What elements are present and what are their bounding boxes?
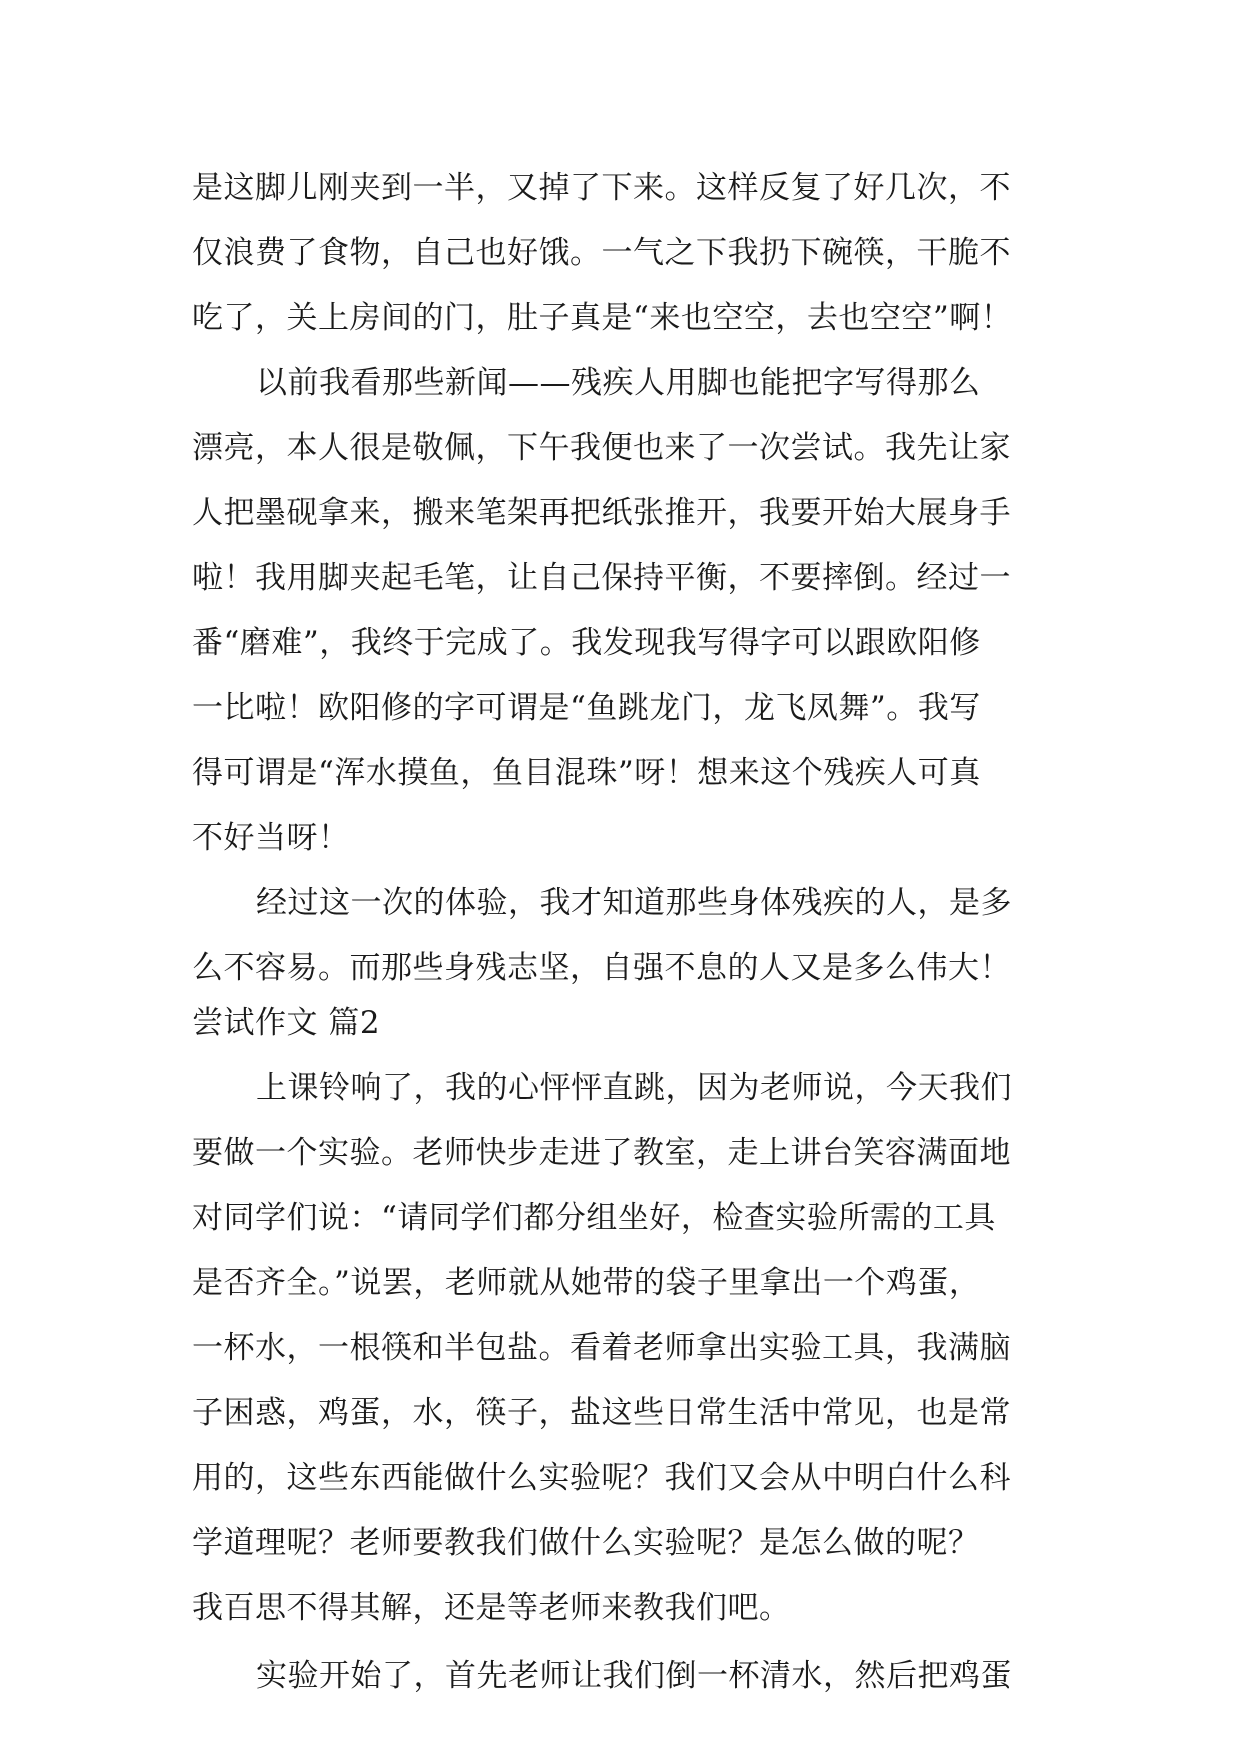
text-line: 吃了，关上房间的门，肚子真是“来也空空，去也空空”啊！: [192, 300, 1013, 336]
paragraph-start-line: 实验开始了，首先老师让我们倒一杯清水，然后把鸡蛋: [256, 1658, 1012, 1694]
text-line: 仅浪费了食物，自己也好饿。一气之下我扔下碗筷，干脆不: [192, 235, 1011, 271]
text-line: 啦！我用脚夹起毛笔，让自己保持平衡，不要摔倒。经过一: [192, 560, 1011, 596]
paragraph-start-line: 经过这一次的体验，我才知道那些身体残疾的人，是多: [256, 885, 1012, 921]
text-line: 一杯水，一根筷和半包盐。看着老师拿出实验工具，我满脑: [192, 1330, 1011, 1366]
paragraph-start-line: 上课铃响了，我的心怦怦直跳，因为老师说，今天我们: [256, 1070, 1012, 1106]
text-line: 是否齐全。”说罢，老师就从她带的袋子里拿出一个鸡蛋，: [192, 1265, 981, 1301]
text-line: 不好当呀！: [192, 820, 350, 856]
text-line: 漂亮，本人很是敬佩，下午我便也来了一次尝试。我先让家: [192, 430, 1011, 466]
text-line: 一比啦！欧阳修的字可谓是“鱼跳龙门，龙飞凤舞”。我写: [192, 690, 981, 726]
paragraph-start-line: 以前我看那些新闻——残疾人用脚也能把字写得那么: [256, 365, 981, 401]
document-body: [192, 156, 1062, 1709]
text-line: 对同学们说：“请同学们都分组坐好，检查实验所需的工具: [192, 1200, 996, 1236]
text-line: 得可谓是“浑水摸鱼，鱼目混珠”呀！想来这个残疾人可真: [192, 755, 981, 791]
text-line: 是这脚儿刚夹到一半，又掉了下来。这样反复了好几次，不: [192, 170, 1011, 206]
text-line: 我百思不得其解，还是等老师来教我们吧。: [192, 1590, 791, 1626]
text-line: 番“磨难”，我终于完成了。我发现我写得字可以跟欧阳修: [192, 625, 981, 661]
text-line: 子困惑，鸡蛋，水，筷子，盐这些日常生活中常见，也是常: [192, 1395, 1011, 1431]
text-line: 要做一个实验。老师快步走进了教室，走上讲台笑容满面地: [192, 1135, 1011, 1171]
text-line: 用的，这些东西能做什么实验呢？我们又会从中明白什么科: [192, 1460, 1011, 1496]
text-line: 学道理呢？老师要教我们做什么实验呢？是怎么做的呢？: [192, 1525, 980, 1561]
section-heading: 尝试作文 篇2: [192, 1005, 381, 1041]
text-line: 人把墨砚拿来，搬来笔架再把纸张推开，我要开始大展身手: [192, 495, 1011, 531]
text-line: 么不容易。而那些身残志坚，自强不息的人又是多么伟大！: [192, 950, 1011, 986]
